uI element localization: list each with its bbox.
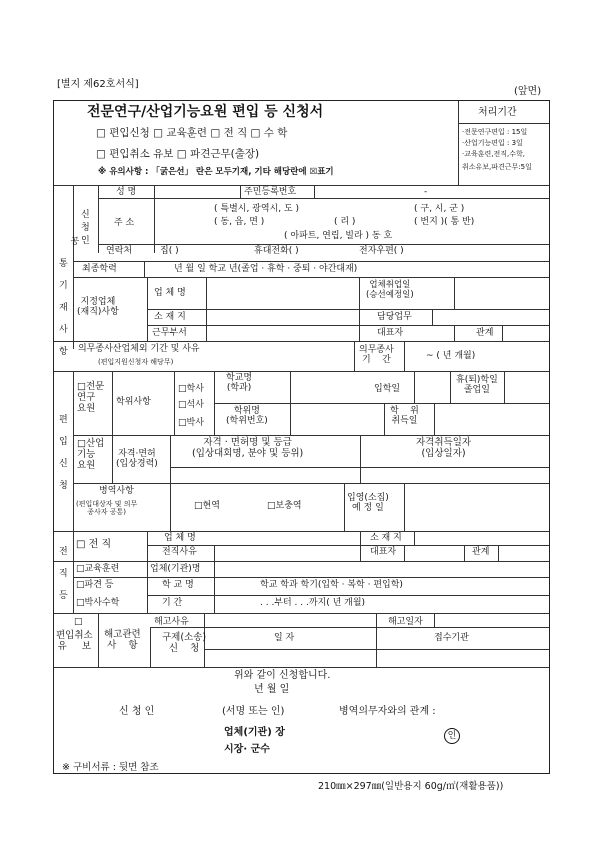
- department-label: 근무부서: [152, 328, 187, 338]
- address-line2c[interactable]: ( 번지 )( 통 반): [414, 217, 475, 227]
- degree-date-label: 학 위 취득일: [390, 406, 419, 427]
- employment-date-label: 업체취업일 (승선예정일): [366, 280, 414, 300]
- transfer-company-label: 업 체 명: [164, 533, 196, 543]
- obligation-period-value[interactable]: ~ ( 년 개월): [426, 351, 476, 361]
- enroll-section-label: 편 입 신 청: [59, 415, 68, 491]
- email-field[interactable]: 전자우편( ): [359, 246, 404, 256]
- application-type-row1[interactable]: □ 편입신청 □ 교육훈련 □ 전 직 □ 수 학: [96, 127, 288, 139]
- company-relation-label: 관계: [476, 328, 494, 338]
- transfer-school-label: 학 교 명: [162, 580, 194, 590]
- education-value[interactable]: 년 월 일 학교 년(졸업 · 휴학 · 중퇴 · 야간대재): [174, 264, 358, 274]
- bachelor-checkbox[interactable]: □학사: [178, 384, 204, 394]
- company-ceo-label: 대표자: [377, 328, 404, 338]
- address-line2b[interactable]: ( 리 ): [334, 217, 356, 227]
- active-duty-checkbox[interactable]: □현역: [194, 501, 220, 511]
- dismiss-date-label: 해고일자: [388, 617, 423, 627]
- common-section-label: 공 통 기 재 사 항: [59, 237, 80, 357]
- license-date-head: 자격취득일자 (입상일자): [416, 437, 472, 459]
- notice-text: ※ 유의사항 : 「굵은선」 란은 모두기재, 기타 해당란에 ☒표기: [98, 167, 334, 177]
- dismiss-reason-label: 해고사유: [154, 617, 189, 627]
- dismiss-related-label: 해고관련 사 항: [104, 629, 141, 651]
- transfer-location-label: 소 재 지: [370, 533, 402, 543]
- thesis-label: 학위명 (학위번호): [226, 406, 268, 427]
- transfer-period-label: 기 간: [162, 598, 183, 608]
- attachment-note: ※ 구비서류 : 뒷면 참조: [62, 762, 159, 773]
- academic-label: 학위사항: [116, 397, 151, 407]
- address-line1[interactable]: ( 특별시, 광역시, 도 ): [214, 204, 300, 214]
- doctoral-study-checkbox[interactable]: □박사수학: [76, 598, 120, 608]
- form-title: 전문연구/산업기능요원 편입 등 신청서: [87, 104, 324, 120]
- school-name-label: 학교명 (학과): [226, 373, 253, 394]
- processing-line-3: ·교육훈련,전직,수학,: [462, 150, 525, 158]
- license-head: 자격 · 면허명 및 등급 (입상대회명, 분야 및 등위): [192, 437, 304, 459]
- address-label: 주 소: [114, 218, 135, 228]
- company-name-label: 업 체 명: [154, 288, 186, 298]
- researcher-checkbox[interactable]: □전문 연구 요원: [77, 381, 105, 414]
- supplementary-checkbox[interactable]: □보충역: [267, 501, 302, 511]
- doctor-checkbox[interactable]: □박사: [178, 418, 204, 428]
- declaration-date[interactable]: 년 월 일: [254, 684, 290, 695]
- master-checkbox[interactable]: □석사: [178, 400, 204, 410]
- military-label: 병역사항: [99, 486, 134, 496]
- transfer-checkbox[interactable]: □ 전 직: [76, 539, 112, 550]
- applicant-signature-label: 신 청 인: [119, 706, 155, 717]
- obligation-period-label: 의무종사 기 간: [359, 345, 394, 366]
- license-label: 자격·면허 (입상경력): [116, 449, 158, 470]
- rrn-label: 주민등록번호: [244, 187, 297, 197]
- home-phone-field[interactable]: 집( ): [160, 246, 179, 256]
- cancel-section-label: 편입취소 유 보: [56, 630, 93, 652]
- relief-date-label: 일 자: [274, 633, 295, 643]
- entry-date-label: 입학일: [374, 384, 401, 394]
- processing-line-1: ·전문연구편입 : 15일: [462, 128, 528, 136]
- transfer-period-value[interactable]: . . .부터 . . .까지( 년 개월): [260, 598, 366, 608]
- address-line2[interactable]: ( 동, 읍, 면 ): [214, 217, 265, 227]
- company-location-label: 소 재 지: [154, 312, 186, 322]
- contact-label: 연락처: [106, 246, 133, 256]
- military-note: (편입대상자 및 의무 종사자 공통): [76, 500, 138, 517]
- industrial-checkbox[interactable]: □산업 기능 요원: [77, 438, 105, 471]
- form-reference: [별지 제62호서식]: [57, 79, 139, 90]
- training-org-label: 업체(기관)명: [150, 564, 201, 574]
- education-label: 최종학력: [82, 264, 117, 274]
- dispatch-checkbox[interactable]: □파견 등: [76, 580, 114, 590]
- training-checkbox[interactable]: □교육훈련: [76, 564, 120, 574]
- receiving-agency-label: 접수기관: [434, 633, 469, 643]
- relation-label: 병역의무자와의 관계 :: [339, 706, 436, 717]
- seal-icon: 인: [444, 728, 460, 744]
- transfer-section-label: 전 직 등: [59, 547, 68, 601]
- name-label: 성 명: [116, 187, 137, 197]
- cancel-checkbox[interactable]: □: [74, 617, 83, 627]
- page-side-label: (앞면): [514, 86, 542, 97]
- leave-graduation-label: 휴(퇴)학일 졸업일: [456, 375, 498, 396]
- transfer-school-value[interactable]: 학교 학과 학기(입학 · 복학 · 편입학): [260, 580, 403, 590]
- enlistment-date-label: 입영(소집) 예 정 일: [347, 493, 389, 514]
- processing-period-label: 처리기간: [478, 107, 517, 118]
- application-type-row2[interactable]: □ 편입취소 유보 □ 파견근무(출장): [96, 148, 260, 160]
- excluded-period-label: 의무종사산업체외 기간 및 사유: [78, 344, 200, 354]
- transfer-relation-label: 관계: [472, 547, 490, 557]
- declaration-text: 위와 같이 신청합니다.: [234, 670, 331, 681]
- address-line1b[interactable]: ( 구, 시, 군 ): [414, 204, 465, 214]
- application-form: [53, 100, 550, 774]
- applicant-label: 신 청 인: [81, 210, 90, 246]
- duty-label: 담당업무: [377, 312, 412, 322]
- addressee-mayor: 시장· 군수: [224, 744, 270, 755]
- signature-field[interactable]: (서명 또는 인): [222, 706, 285, 717]
- transfer-reason-label: 전직사유: [162, 547, 197, 557]
- processing-line-4: 취소유보,파견근무:5일: [462, 163, 532, 171]
- mobile-phone-field[interactable]: 휴대전화( ): [254, 246, 299, 256]
- processing-line-2: ·산업기능편입 : 3일: [462, 139, 523, 147]
- excluded-period-note: (편입지원신청자 해당무): [98, 358, 174, 366]
- company-section-label: 지정업체 (재직)사항: [77, 297, 119, 318]
- paper-spec: 210㎜×297㎜(일반용지 60g/㎡(재활용품)): [318, 781, 504, 792]
- relief-label: 구제(소송) 신 청: [162, 632, 207, 654]
- address-line3[interactable]: ( 아파트, 연립, 빌라 ) 동 호: [284, 231, 393, 241]
- transfer-ceo-label: 대표자: [370, 547, 397, 557]
- addressee-company: 업체(기관) 장: [224, 727, 285, 738]
- rrn-dash: -: [424, 187, 428, 197]
